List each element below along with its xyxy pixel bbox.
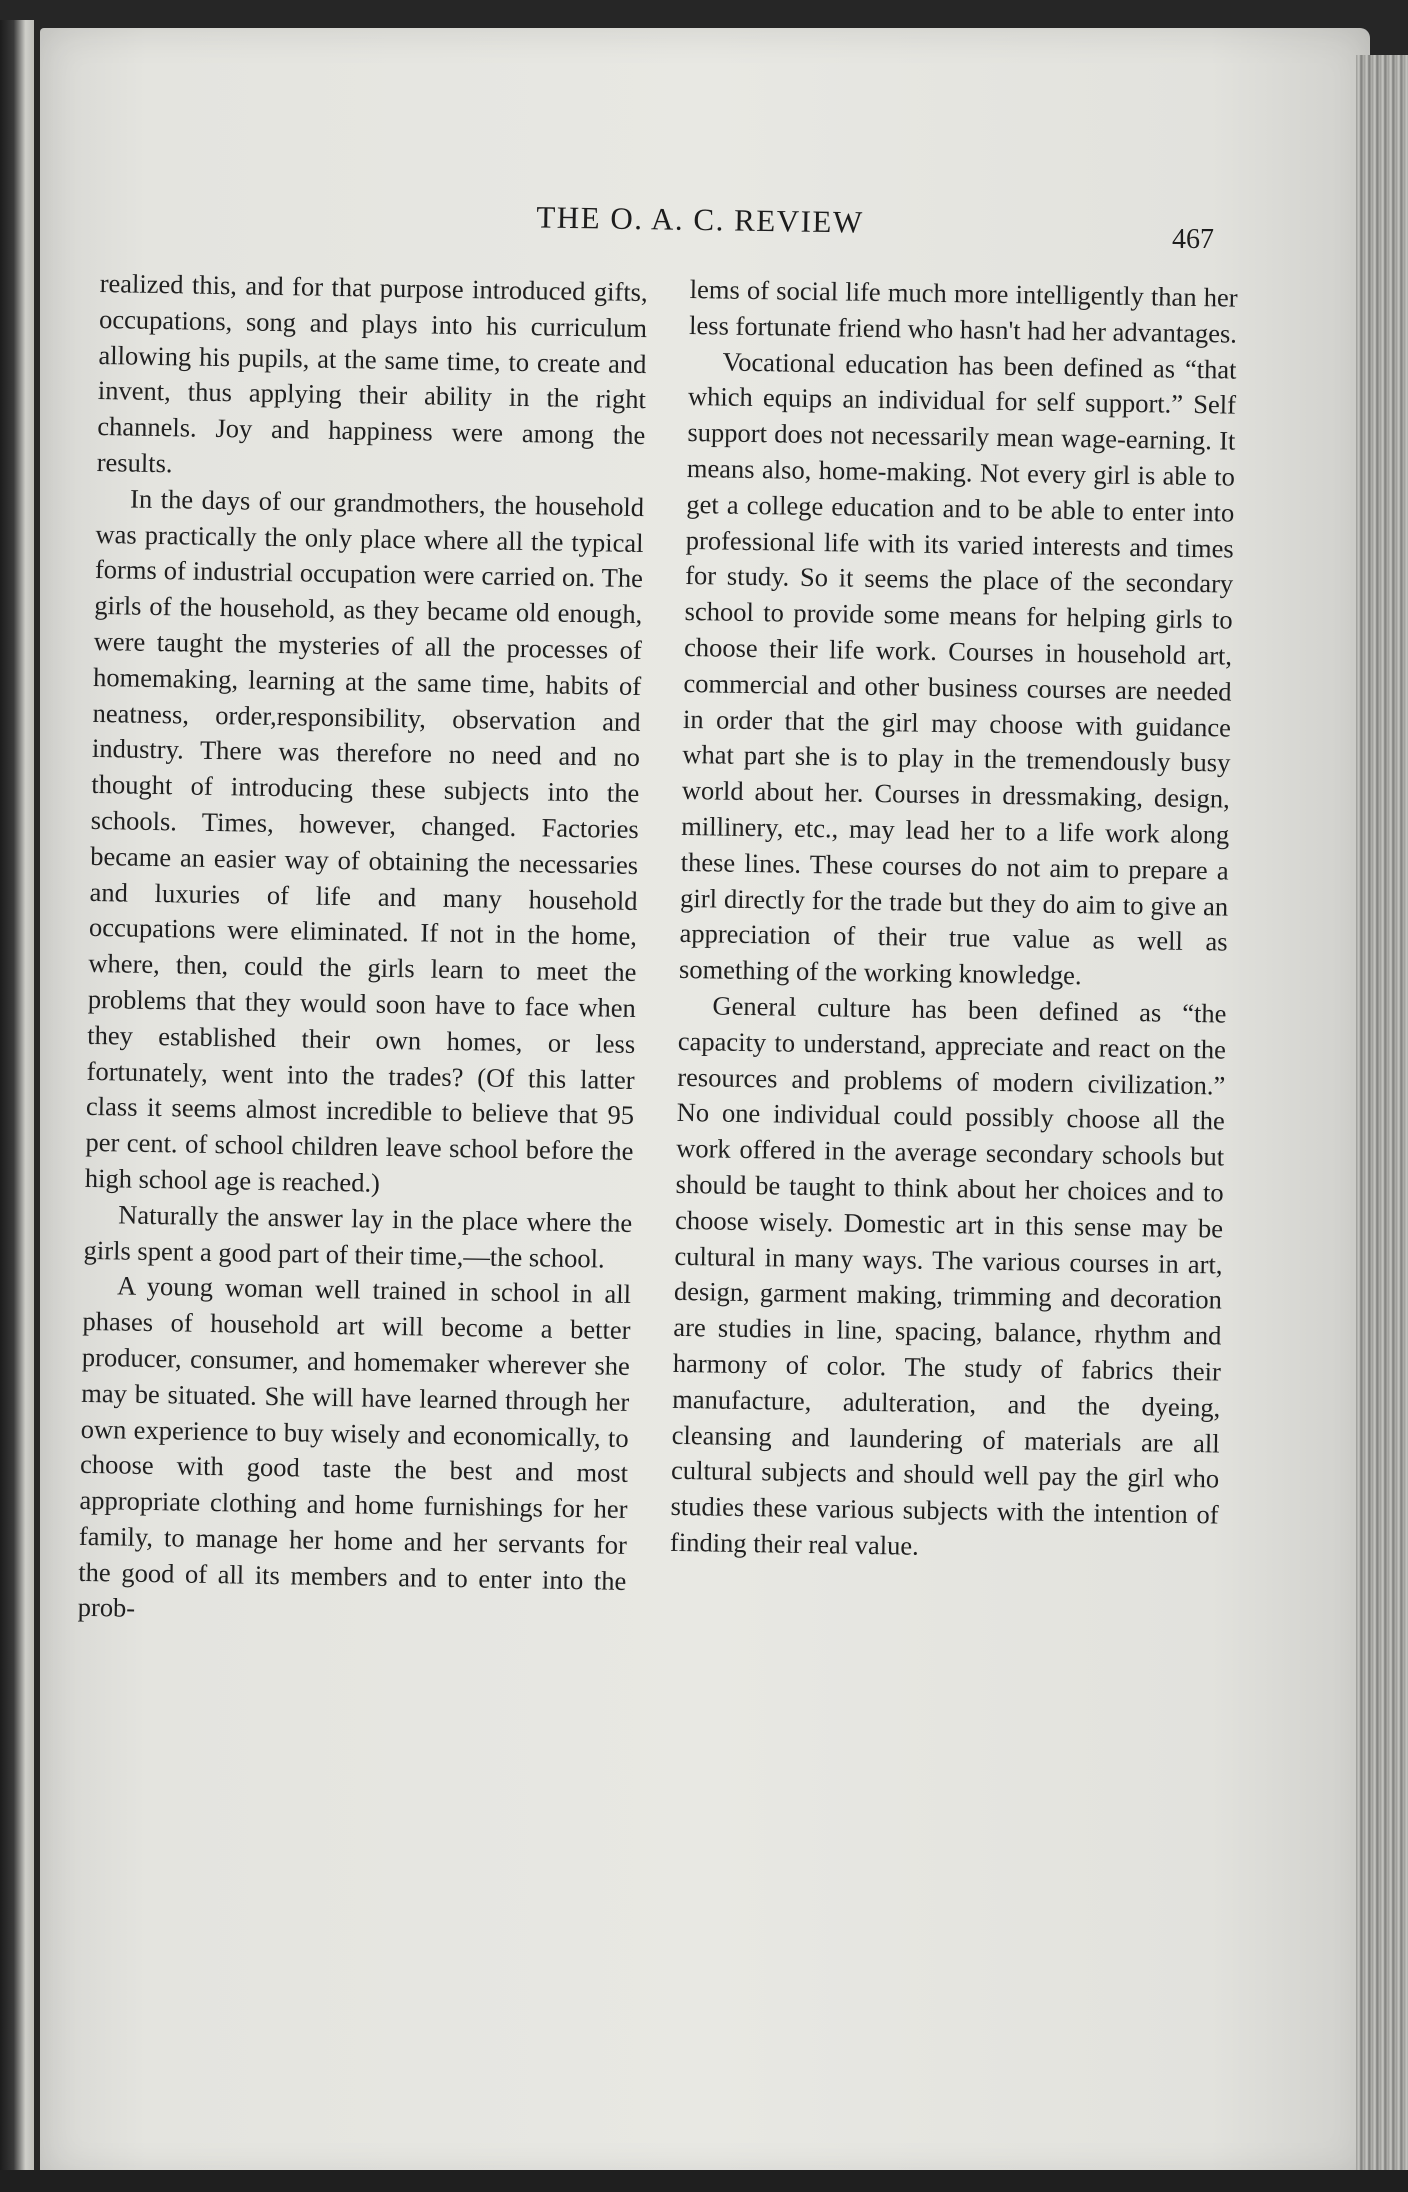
paragraph: In the days of our grandmothers, the household was practically the only place where all the typical forms of industrial occupation were carried on. The girls of the household, as they became old enough, were taught the mysteries of all the processes of homemaking, learning at the same time, habits of neatness, order,responsibility, observation and industry. There was therefore no need and no thought of introducing these subjects into the schools. Times, however, changed. Factories became an easier way of obtaining the necessaries and luxuries of life and many household occupations were eliminated. If not in the home, where, then, could the girls learn to meet the problems that they would soon have to face when they established their own homes, or less fortunately, went into the trades? (Of this latter class it seems almost incredible to believe that 95 per cent. of school children leave school before the high school age is reached.) — [84, 483, 645, 1198]
paragraph: Vocational education has been defined as “that which equips an individual for self support.” Self support does not necessarily mean wage-earning. It means also, home-making. Not every girl is able to get a college education and to be able to enter into professional life with its varied interests and times for study. So it seems the place of the secondary school to provide some means for helping girls to choose their life work. Courses in household art, commercial and other business courses are needed in order that the girl may choose with guidance what part she is to play in the tremendously busy world about her. Courses in dressmaking, design, millinery, etc., may lead her to a life work along these lines. These courses do not aim to prepare a girl directly for the trade but they do aim to give an appreciation of their true value as well as something of the working knowledge. — [678, 346, 1237, 991]
paragraph: Naturally the answer lay in the place where the girls spent a good part of their time,—the school. — [83, 1199, 633, 1274]
scan-bottom-border — [0, 2170, 1408, 2192]
left-column — [77, 266, 647, 1635]
paragraph: realized this, and for that purpose introduced gifts, occupations, song and plays into his curriculum allowing his pupils, at the same time, to create and invent, thus applying their ability in the right channels. Joy and happiness were among the results. — [96, 267, 648, 479]
paragraph: lems of social life much more intelligently than her less fortunate friend who hasn't had her advantages. — [688, 273, 1238, 349]
running-head: THE O. A. C. REVIEW — [536, 199, 864, 240]
book-binding-edge — [0, 20, 34, 2192]
right-column — [670, 272, 1238, 1569]
page-number: 467 — [1172, 224, 1214, 255]
paragraph: A young woman well trained in school in all phases of household art will become a better producer, consumer, and homemaker wherever she may be situated. She will have learned through her own experience to buy wisely and economically, to choose with good taste the best and most appropriate clothing and home furnishings for her family, to manage her home and her servants for the good of all its members and to enter into the prob- — [77, 1270, 632, 1624]
paragraph: General culture has been defined as “the capacity to understand, appreciate and react on the resources and problems of modern civilization.” No one individual could possibly choose all the work offered in the average secondary schools but should be taught to think about her choices and to choose wisely. Domestic art in this sense may be cultural in many ways. The various courses in art, design, garment making, trimming and decoration are studies in line, spacing, balance, rhythm and harmony of color. The study of fabrics their manufacture, adulteration, and the dyeing, cleansing and laundering of materials are all cultural subjects and should well pay the girl who studies these various subjects with the intention of finding their real value. — [669, 990, 1227, 1561]
page-stack-edge — [1356, 55, 1408, 2192]
